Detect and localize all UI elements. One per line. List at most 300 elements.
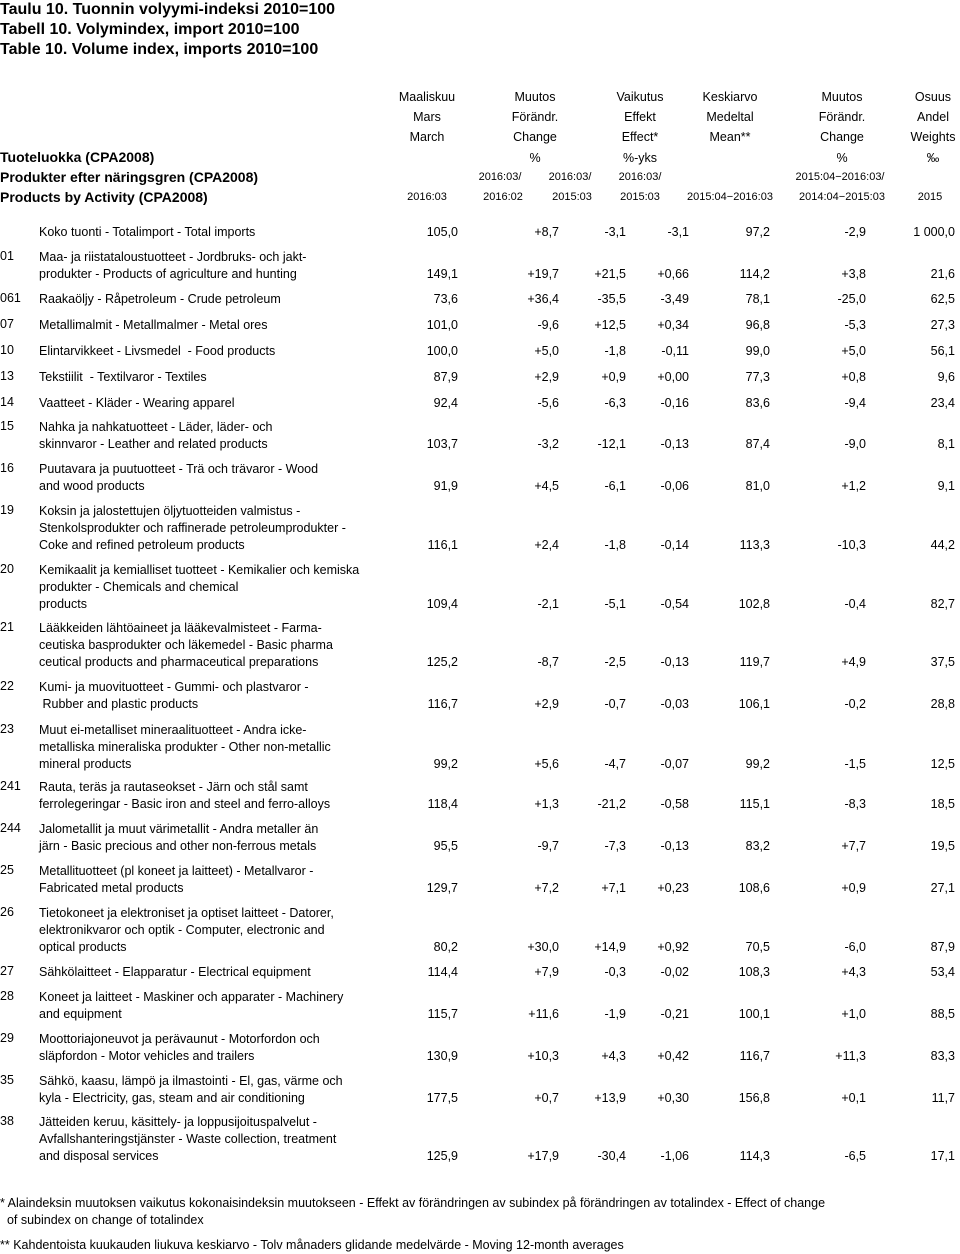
row-description [39, 562, 399, 613]
row-value-1: +17,9 [527, 1149, 559, 1163]
table-row [0, 503, 960, 554]
row-value-5: +1,2 [841, 479, 866, 493]
row-value-4: 114,3 [739, 1149, 770, 1163]
table-row [0, 461, 960, 495]
row-value-1: +7,9 [534, 965, 559, 979]
row-description-line: mineral products [39, 757, 132, 771]
row-value-4: 114,2 [739, 267, 770, 281]
row-value-4: 77,3 [745, 370, 770, 384]
row-value-1: +11,6 [528, 1007, 559, 1021]
row-code: 23 [0, 722, 14, 736]
table-row [0, 863, 960, 897]
table-row [0, 620, 960, 671]
row-value-1: +2,9 [534, 697, 559, 711]
row-code: 19 [0, 503, 14, 517]
row-value-3: +0,00 [657, 370, 689, 384]
row-value-2: -2,5 [604, 655, 626, 669]
row-value-3: -0,54 [660, 597, 689, 611]
row-value-0: 115,7 [427, 1007, 458, 1021]
row-value-6: 37,5 [930, 655, 955, 669]
row-value-1: +30,0 [527, 940, 559, 954]
table-row [0, 989, 960, 1023]
row-value-4: 81,0 [745, 479, 770, 493]
row-value-2: +21,5 [594, 267, 626, 281]
row-value-0: 125,9 [426, 1149, 458, 1163]
row-description [39, 722, 399, 773]
row-value-0: 149,1 [426, 267, 458, 281]
row-value-5: -6,0 [844, 940, 866, 954]
header-en-4: Mean** [709, 130, 751, 144]
row-value-4: 83,6 [745, 396, 770, 410]
row-value-6: 9,6 [937, 370, 955, 384]
row-description [39, 964, 399, 981]
row-description-line: Metallimalmit - Metallmalmer - Metal ores [39, 318, 268, 332]
row-value-5: -10,3 [837, 538, 866, 552]
row-description-line: Jätteiden keruu, käsittely- ja loppusijoituspalvelut - [39, 1115, 317, 1129]
header-row-label-2: Products by Activity (CPA2008) [0, 189, 208, 205]
row-description [39, 395, 399, 412]
row-value-6: 17,1 [930, 1149, 955, 1163]
table-row [0, 1114, 960, 1165]
row-value-1: +8,7 [534, 225, 559, 239]
row-value-6: 18,5 [930, 797, 955, 811]
row-value-2: -4,7 [604, 757, 626, 771]
row-description [39, 369, 399, 386]
row-value-2: +12,5 [594, 318, 626, 332]
row-description [39, 419, 399, 453]
row-description [39, 461, 399, 495]
row-code: 28 [0, 989, 14, 1003]
row-description-line: Maa- ja riistataloustuotteet - Jordbruks- och jakt- [39, 250, 307, 264]
footnote-line: * Alaindeksin muutoksen vaikutus kokonaisindeksin muutokseen - Effekt av förändringen av subindex på förändringen av totalindex - Effect of change [0, 1196, 826, 1210]
header-row-label-1: Produkter efter näringsgren (CPA2008) [0, 169, 259, 185]
row-code: 14 [0, 395, 14, 409]
row-description-line: and wood products [39, 479, 145, 493]
row-value-6: 12,5 [930, 757, 955, 771]
row-value-1: +5,6 [534, 757, 559, 771]
row-description-line: släpfordon - Motor vehicles and trailers [39, 1049, 255, 1063]
row-description-line: Moottoriajoneuvot ja perävaunut - Motorfordon och [39, 1032, 320, 1046]
row-value-2: +7,1 [601, 881, 626, 895]
row-value-0: 100,0 [426, 344, 458, 358]
row-value-3: -0,21 [660, 1007, 689, 1021]
row-value-4: 106,1 [738, 697, 770, 711]
row-description-line: Rauta, teräs ja rautaseokset - Järn och stål samt [39, 780, 308, 794]
row-value-5: +1,0 [841, 1007, 866, 1021]
title-en: Table 10. Volume index, imports 2010=100 [0, 41, 319, 58]
row-value-3: +0,30 [657, 1091, 689, 1105]
row-value-5: -9,4 [844, 396, 866, 410]
row-value-3: -0,13 [660, 839, 689, 853]
row-value-5: -9,0 [844, 437, 866, 451]
row-value-1: +7,2 [534, 881, 559, 895]
row-value-1: +5,0 [534, 344, 559, 358]
row-description-line: Tekstiilit - Textilvaror - Textiles [39, 370, 207, 384]
title-sv: Tabell 10. Volymindex, import 2010=100 [0, 21, 300, 38]
row-code: 20 [0, 562, 14, 576]
row-value-6: 83,3 [930, 1049, 955, 1063]
row-description [39, 1073, 399, 1107]
header-fi-3: Vaikutus [616, 90, 664, 104]
table-row [0, 1073, 960, 1107]
row-value-2: -5,1 [604, 597, 626, 611]
period-bottom-6: 2015 [917, 191, 943, 203]
row-value-5: +11,3 [835, 1049, 866, 1063]
table-row [0, 419, 960, 453]
period-bottom-4: 2015:04−2016:03 [687, 191, 773, 203]
row-value-3: -0,03 [660, 697, 689, 711]
row-value-0: 95,5 [433, 839, 458, 853]
header-en-0: March [409, 130, 445, 144]
row-description-line: skinnvaror - Leather and related products [39, 437, 268, 451]
row-value-2: -1,9 [604, 1007, 626, 1021]
row-value-3: +0,42 [657, 1049, 689, 1063]
row-value-2: -1,8 [604, 538, 626, 552]
header-unit-6: ‰ [926, 151, 940, 165]
row-value-5: -2,9 [844, 225, 866, 239]
row-value-4: 97,2 [745, 225, 770, 239]
row-code: 38 [0, 1114, 14, 1128]
row-value-3: +0,66 [657, 267, 689, 281]
table-row [0, 722, 960, 773]
period-top-2: 2016:03/ [548, 171, 592, 183]
row-code: 26 [0, 905, 14, 919]
row-description [39, 317, 399, 334]
row-value-4: 108,6 [738, 881, 770, 895]
row-value-1: -2,1 [537, 597, 559, 611]
row-description-line: Coke and refined petroleum products [39, 538, 245, 552]
row-description-line: Kumi- ja muovituotteet - Gummi- och plastvaror - [39, 680, 309, 694]
row-value-0: 116,7 [427, 697, 458, 711]
header-unit-1: % [529, 151, 541, 165]
row-value-2: -0,3 [604, 965, 626, 979]
table-row [0, 821, 960, 855]
row-value-0: 105,0 [426, 225, 458, 239]
row-description-line: Lääkkeiden lähtöaineet ja lääkevalmisteet - Farma- [39, 621, 322, 635]
row-description-line: Tietokoneet ja elektroniset ja optiset laitteet - Datorer, [39, 906, 334, 920]
row-value-3: +0,92 [657, 940, 689, 954]
row-description-line: Metallituotteet (pl koneet ja laitteet) - Metallvaror - [39, 864, 314, 878]
row-description-line: produkter - Chemicals and chemical [39, 580, 239, 594]
header-fi-4: Keskiarvo [702, 90, 758, 104]
row-value-6: 87,9 [930, 940, 955, 954]
row-value-6: 44,2 [930, 538, 955, 552]
header-sv-0: Mars [413, 110, 441, 124]
row-description [39, 291, 399, 308]
row-description-line: metalliska mineraliska produkter - Other non-metallic [39, 740, 331, 754]
row-value-6: 53,4 [930, 965, 955, 979]
row-value-6: 19,5 [930, 839, 955, 853]
row-description-line: ferrolegeringar - Basic iron and steel and ferro-alloys [39, 797, 331, 811]
row-code: 15 [0, 419, 14, 433]
row-value-3: -0,07 [660, 757, 689, 771]
period-top-5: 2015:04−2016:03/ [795, 171, 885, 183]
row-value-6: 88,5 [930, 1007, 955, 1021]
row-code: 061 [0, 291, 21, 305]
row-value-0: 118,4 [427, 797, 458, 811]
row-description-line: produkter - Products of agriculture and hunting [39, 267, 297, 281]
row-description-line: Fabricated metal products [39, 881, 184, 895]
row-value-4: 116,7 [739, 1049, 770, 1063]
row-code: 21 [0, 620, 14, 634]
period-top-3: 2016:03/ [618, 171, 662, 183]
row-value-6: 11,7 [931, 1091, 955, 1105]
row-description-line: Stenkolsprodukter och raffinerade petroleumprodukter - [39, 521, 346, 535]
row-value-4: 83,2 [745, 839, 770, 853]
row-description-line: ceutical products and pharmaceutical preparations [39, 655, 319, 669]
row-description [39, 1114, 399, 1165]
row-value-6: 1 000,0 [913, 225, 955, 239]
row-value-0: 80,2 [433, 940, 458, 954]
row-value-0: 129,7 [426, 881, 458, 895]
row-value-1: +0,7 [534, 1091, 559, 1105]
row-value-6: 21,6 [930, 267, 955, 281]
row-value-4: 102,8 [738, 597, 770, 611]
row-value-5: -0,4 [844, 597, 866, 611]
row-value-5: -6,5 [844, 1149, 866, 1163]
row-value-2: -1,8 [604, 344, 626, 358]
footnote-line: of subindex on change of totalindex [0, 1213, 204, 1227]
row-code: 01 [0, 249, 14, 263]
row-value-4: 70,5 [745, 940, 770, 954]
row-value-0: 116,1 [427, 538, 458, 552]
footnote-line: ** Kahdentoista kuukauden liukuva keskiarvo - Tolv månaders glidande medelvärde - Moving 12-month averages [0, 1238, 624, 1252]
row-value-2: +14,9 [594, 940, 626, 954]
row-code: 16 [0, 461, 14, 475]
row-value-0: 114,4 [427, 965, 458, 979]
row-value-5: +4,3 [841, 965, 866, 979]
table-row [0, 679, 960, 713]
row-value-0: 92,4 [433, 396, 458, 410]
row-description-line: Muut ei-metalliset mineraalituotteet - Andra icke- [39, 723, 307, 737]
period-bottom-0: 2016:03 [407, 191, 447, 203]
row-value-5: +4,9 [841, 655, 866, 669]
row-description-line: optical products [39, 940, 127, 954]
row-code: 27 [0, 964, 14, 978]
table-row [0, 317, 960, 334]
row-value-5: +7,7 [841, 839, 866, 853]
row-value-4: 156,8 [738, 1091, 770, 1105]
row-code: 07 [0, 317, 14, 331]
header-unit-5: % [836, 151, 848, 165]
row-value-1: -8,7 [537, 655, 559, 669]
row-value-4: 96,8 [745, 318, 770, 332]
row-description-line: kyla - Electricity, gas, steam and air conditioning [39, 1091, 305, 1105]
row-description-line: products [39, 597, 87, 611]
row-value-1: +10,3 [527, 1049, 559, 1063]
row-description [39, 989, 399, 1023]
header-en-5: Change [820, 130, 864, 144]
row-value-1: +4,5 [534, 479, 559, 493]
row-value-0: 125,2 [426, 655, 458, 669]
row-value-4: 113,3 [739, 538, 770, 552]
row-value-3: -0,06 [660, 479, 689, 493]
row-value-0: 91,9 [433, 479, 458, 493]
header-fi-0: Maaliskuu [398, 90, 456, 104]
row-value-6: 8,1 [937, 437, 955, 451]
row-description [39, 503, 399, 554]
table-row [0, 562, 960, 613]
row-code: 10 [0, 343, 14, 357]
row-value-6: 28,8 [930, 697, 955, 711]
row-value-2: -7,3 [604, 839, 626, 853]
row-value-1: -9,7 [537, 839, 559, 853]
row-value-3: -0,58 [660, 797, 689, 811]
row-value-3: -0,14 [660, 538, 689, 552]
row-value-5: -25,0 [837, 292, 866, 306]
row-value-4: 99,0 [745, 344, 770, 358]
row-value-3: -0,11 [661, 344, 689, 358]
row-value-5: +3,8 [841, 267, 866, 281]
period-bottom-1: 2016:02 [483, 191, 523, 203]
row-code: 13 [0, 369, 14, 383]
period-bottom-5: 2014:04−2015:03 [799, 191, 885, 203]
header-en-6: Weights [910, 130, 956, 144]
row-value-3: -0,13 [660, 437, 689, 451]
row-value-2: -3,1 [604, 225, 626, 239]
row-code: 35 [0, 1073, 14, 1087]
row-description [39, 620, 399, 671]
row-value-5: -8,3 [844, 797, 866, 811]
row-value-2: +4,3 [601, 1049, 626, 1063]
row-code: 241 [0, 779, 21, 793]
header-unit-3: %-yks [622, 151, 658, 165]
row-value-1: -3,2 [537, 437, 559, 451]
row-value-3: +0,34 [657, 318, 689, 332]
table-row [0, 905, 960, 956]
row-description-line: Jalometallit ja muut värimetallit - Andra metaller än [39, 822, 319, 836]
row-value-0: 130,9 [426, 1049, 458, 1063]
row-value-5: +5,0 [841, 344, 866, 358]
row-value-3: -0,02 [660, 965, 689, 979]
row-description-line: järn - Basic precious and other non-ferrous metals [39, 839, 317, 853]
header-sv-3: Effekt [624, 110, 656, 124]
row-value-2: -35,5 [597, 292, 626, 306]
row-value-4: 99,2 [745, 757, 770, 771]
row-value-0: 73,6 [433, 292, 458, 306]
row-description-line: Vaatteet - Kläder - Wearing apparel [39, 396, 235, 410]
row-value-3: -0,13 [660, 655, 689, 669]
row-value-4: 78,1 [745, 292, 770, 306]
row-description-line: Koksin ja jalostettujen öljytuotteiden valmistus - [39, 504, 301, 518]
row-value-3: -3,1 [667, 225, 689, 239]
row-description-line: Sähkö, kaasu, lämpö ja ilmastointi - El, gas, värme och [39, 1074, 343, 1088]
table-row [0, 964, 960, 981]
row-value-1: +2,9 [534, 370, 559, 384]
header-sv-1: Förändr. [511, 110, 559, 124]
table-row [0, 224, 960, 241]
row-value-4: 100,1 [738, 1007, 770, 1021]
row-value-0: 87,9 [433, 370, 458, 384]
row-description-line: Elintarvikkeet - Livsmedel - Food products [39, 344, 276, 358]
row-value-1: -9,6 [537, 318, 559, 332]
row-value-1: +19,7 [527, 267, 559, 281]
row-value-3: +0,23 [657, 881, 689, 895]
row-value-6: 9,1 [937, 479, 955, 493]
row-value-0: 99,2 [433, 757, 458, 771]
table-row [0, 1031, 960, 1065]
period-bottom-3: 2015:03 [620, 191, 660, 203]
row-value-0: 177,5 [426, 1091, 458, 1105]
table-row [0, 343, 960, 360]
row-description [39, 821, 399, 855]
header-fi-1: Muutos [514, 90, 556, 104]
row-description-line: ceutiska basprodukter och läkemedel - Basic pharma [39, 638, 333, 652]
table-row [0, 779, 960, 813]
row-value-2: -21,2 [597, 797, 626, 811]
title-fi: Taulu 10. Tuonnin volyymi-indeksi 2010=100 [0, 1, 336, 18]
header-row-label-0: Tuoteluokka (CPA2008) [0, 149, 155, 165]
row-value-2: -30,4 [597, 1149, 626, 1163]
row-value-4: 119,7 [739, 655, 770, 669]
row-description-line: Koneet ja laitteet - Maskiner och apparater - Machinery [39, 990, 344, 1004]
row-value-2: -6,1 [604, 479, 626, 493]
table-titles [0, 0, 335, 60]
row-description-line: Sähkölaitteet - Elapparatur - Electrical equipment [39, 965, 311, 979]
row-code: 29 [0, 1031, 14, 1045]
row-description [39, 1031, 399, 1065]
header-fi-6: Osuus [914, 90, 952, 104]
row-description [39, 905, 399, 956]
row-value-2: -12,1 [597, 437, 626, 451]
row-code: 22 [0, 679, 14, 693]
row-description [39, 863, 399, 897]
row-value-6: 82,7 [930, 597, 955, 611]
table-row [0, 291, 960, 308]
row-description-line: Rubber and plastic products [39, 697, 199, 711]
header-fi-5: Muutos [821, 90, 863, 104]
row-code: 25 [0, 863, 14, 877]
row-description-line: and disposal services [39, 1149, 159, 1163]
row-value-1: +36,4 [527, 292, 559, 306]
row-value-0: 101,0 [426, 318, 458, 332]
row-description-line: Kemikaalit ja kemialliset tuotteet - Kemikalier och kemiska [39, 563, 360, 577]
row-value-5: +0,8 [841, 370, 866, 384]
row-description [39, 343, 399, 360]
row-value-4: 87,4 [745, 437, 770, 451]
row-description [39, 679, 399, 713]
row-value-4: 108,3 [738, 965, 770, 979]
row-value-6: 27,3 [930, 318, 955, 332]
footnote-2 [0, 1237, 960, 1254]
row-value-2: -6,3 [604, 396, 626, 410]
row-value-2: +0,9 [601, 370, 626, 384]
row-value-5: +0,9 [841, 881, 866, 895]
table-row [0, 369, 960, 386]
row-value-2: +13,9 [594, 1091, 626, 1105]
row-value-0: 109,4 [426, 597, 458, 611]
row-value-3: -1,06 [660, 1149, 689, 1163]
row-value-5: -0,2 [844, 697, 866, 711]
header-sv-5: Förändr. [818, 110, 866, 124]
row-description-line: Avfallshanteringstjänster - Waste collection, treatment [39, 1132, 337, 1146]
header-sv-4: Medeltal [706, 110, 754, 124]
row-value-3: -3,49 [660, 292, 689, 306]
row-value-3: -0,16 [660, 396, 689, 410]
row-description [39, 249, 399, 283]
row-value-2: -0,7 [604, 697, 626, 711]
table-row [0, 249, 960, 283]
row-value-1: +1,3 [534, 797, 559, 811]
row-value-5: +0,1 [841, 1091, 866, 1105]
row-value-6: 23,4 [930, 396, 955, 410]
header-sv-6: Andel [917, 110, 949, 124]
row-description-line: Raakaöljy - Råpetroleum - Crude petroleum [39, 292, 281, 306]
row-description [39, 779, 399, 813]
footnote-1 [0, 1195, 960, 1229]
period-top-1: 2016:03/ [478, 171, 522, 183]
row-value-0: 103,7 [426, 437, 458, 451]
